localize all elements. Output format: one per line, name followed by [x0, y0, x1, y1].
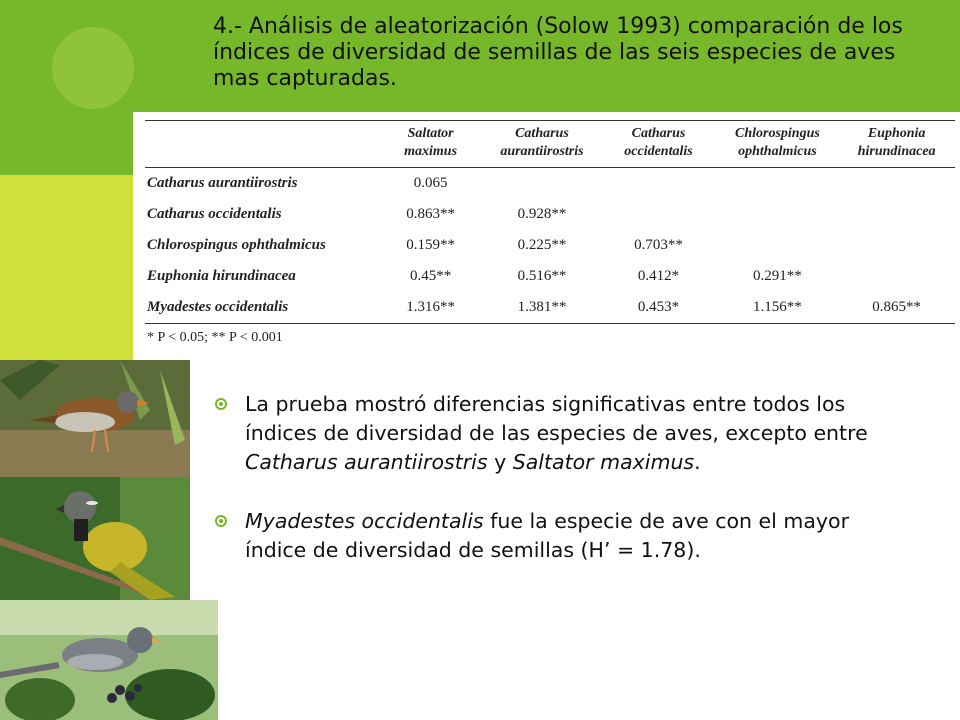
bullet-list	[215, 390, 915, 595]
table-cell	[717, 199, 839, 230]
bullet-item	[215, 390, 915, 477]
bird-photo-saltator	[0, 477, 190, 600]
table-cell: 0.065	[413, 175, 448, 191]
row-label: Catharus aurantiirostris	[147, 175, 298, 191]
table-cell: 0.928**	[517, 206, 567, 222]
slide-title: 4.- Análisis de aleatorización (Solow 1993) comparación de los índices de diversidad de semillas de las seis especies de aves mas capturadas.	[213, 14, 903, 91]
table-header-cell	[145, 121, 378, 168]
table-row	[145, 168, 955, 200]
bullet-text: fue la especie de ave con el mayor índice de diversidad de semillas (H’ = 1.78).	[245, 509, 849, 562]
table-header-cell: Catharus aurantiirostris	[483, 121, 600, 168]
table-cell: 1.381**	[483, 292, 600, 324]
table-footnote: * P < 0.05; ** P < 0.001	[147, 330, 283, 345]
table-header-cell: Saltator maximus	[378, 121, 484, 168]
table-cell	[717, 230, 839, 261]
table-row	[145, 292, 955, 324]
table-row	[145, 199, 955, 230]
row-label: Euphonia hirundinacea	[147, 268, 296, 284]
table-cell: 0.453*	[600, 292, 716, 324]
table-cell: 0.703**	[634, 237, 683, 253]
bird-photo-catharus	[0, 360, 190, 477]
table-cell: 0.45**	[409, 268, 452, 284]
table-row	[145, 230, 955, 261]
results-table-panel	[133, 112, 960, 362]
lime-accent-block	[0, 175, 135, 360]
table-cell: 0.516**	[517, 268, 567, 284]
row-label: Catharus occidentalis	[147, 206, 282, 222]
table-cell	[838, 261, 955, 292]
row-label: Chlorospingus ophthalmicus	[147, 237, 326, 253]
species-name: Myadestes occidentalis	[245, 509, 484, 533]
table-cell	[838, 168, 955, 200]
table-cell	[483, 168, 600, 200]
ring-bullet-icon	[215, 398, 227, 410]
table-cell: 1.316**	[378, 292, 484, 324]
comparison-table	[145, 120, 955, 324]
bird-photo-myadestes	[0, 600, 218, 720]
bullet-text: y	[487, 450, 513, 474]
table-header-cell: Catharus occidentalis	[600, 121, 716, 168]
table-cell: 0.412*	[637, 268, 680, 284]
row-label: Myadestes occidentalis	[145, 292, 378, 324]
table-cell: 0.159**	[406, 237, 455, 253]
table-header-cell: Euphonia hirundinacea	[838, 121, 955, 168]
table-cell	[838, 230, 955, 261]
bullet-item	[215, 507, 915, 565]
species-name: Saltator maximus	[512, 450, 695, 474]
decorative-circle	[52, 27, 134, 109]
bullet-text: .	[694, 450, 701, 474]
table-cell	[600, 168, 716, 200]
table-cell: 0.865**	[838, 292, 955, 324]
bullet-text: La prueba mostró diferencias significativas entre todos los índices de diversidad de las especies de aves, excepto entre	[245, 392, 868, 445]
table-cell	[717, 168, 839, 200]
table-cell	[838, 199, 955, 230]
table-row	[145, 261, 955, 292]
table-cell: 0.291**	[753, 268, 802, 284]
table-cell: 1.156**	[717, 292, 839, 324]
table-cell: 0.863**	[406, 206, 455, 222]
table-header-cell: Chlorospingus ophthalmicus	[717, 121, 839, 168]
ring-bullet-icon	[215, 515, 227, 527]
table-cell	[600, 199, 716, 230]
table-cell: 0.225**	[517, 237, 567, 253]
species-name: Catharus aurantiirostris	[245, 450, 488, 474]
